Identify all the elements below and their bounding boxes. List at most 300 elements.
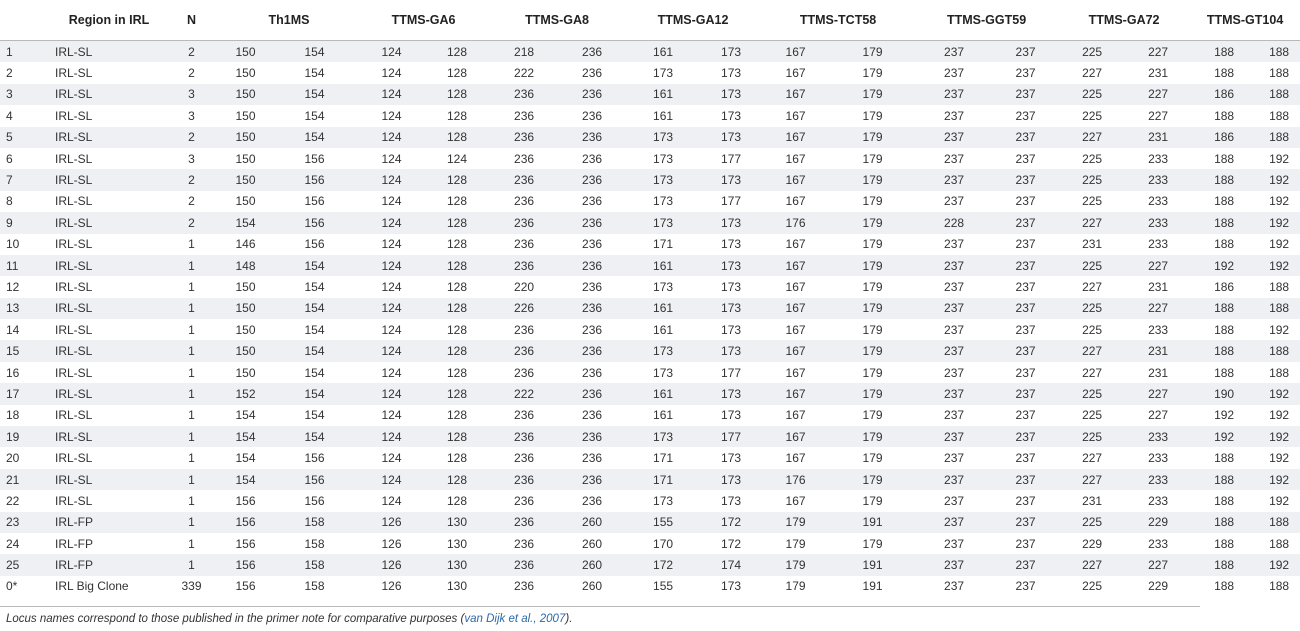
cell-allele: 236 bbox=[514, 173, 535, 188]
cell-allele: 173 bbox=[721, 87, 742, 102]
cell-allele: 237 bbox=[944, 558, 965, 573]
cell-n: 1 bbox=[188, 451, 195, 466]
cell-allele: 260 bbox=[582, 515, 603, 530]
cell-allele: 231 bbox=[1148, 344, 1169, 359]
cell-allele: 236 bbox=[582, 215, 603, 230]
cell-allele: 154 bbox=[304, 344, 325, 359]
cell-allele: 233 bbox=[1148, 493, 1169, 508]
cell-allele: 236 bbox=[582, 493, 603, 508]
cell-allele: 188 bbox=[1214, 66, 1235, 81]
table-body bbox=[0, 41, 1300, 621]
cell-allele: 156 bbox=[304, 194, 325, 209]
cell-allele: 231 bbox=[1148, 66, 1169, 81]
cell-allele: 150 bbox=[235, 151, 256, 166]
cell-allele: 188 bbox=[1214, 472, 1235, 487]
table-row bbox=[0, 490, 1300, 511]
table-row bbox=[0, 276, 1300, 297]
cell-allele: 237 bbox=[1015, 215, 1036, 230]
cell-allele: 225 bbox=[1082, 301, 1103, 316]
cell-allele: 236 bbox=[582, 108, 603, 123]
cell-n: 1 bbox=[188, 344, 195, 359]
cell-allele: 233 bbox=[1148, 322, 1169, 337]
cell-allele: 192 bbox=[1269, 386, 1290, 401]
cell-allele: 154 bbox=[235, 429, 256, 444]
cell-region: IRL-SL bbox=[55, 194, 93, 209]
cell-allele: 192 bbox=[1269, 215, 1290, 230]
cell-id: 3 bbox=[6, 87, 13, 102]
table-row bbox=[0, 127, 1300, 148]
cell-allele: 227 bbox=[1082, 130, 1103, 145]
cell-allele: 188 bbox=[1214, 536, 1235, 551]
cell-allele: 173 bbox=[721, 44, 742, 59]
cell-allele: 236 bbox=[514, 515, 535, 530]
cell-allele: 173 bbox=[721, 66, 742, 81]
cell-id: 22 bbox=[6, 493, 20, 508]
cell-allele: 186 bbox=[1214, 130, 1235, 145]
cell-allele: 161 bbox=[653, 44, 674, 59]
cell-region: IRL-SL bbox=[55, 386, 93, 401]
cell-allele: 188 bbox=[1214, 322, 1235, 337]
cell-allele: 154 bbox=[235, 408, 256, 423]
cell-allele: 233 bbox=[1148, 151, 1169, 166]
cell-allele: 227 bbox=[1148, 44, 1169, 59]
cell-allele: 188 bbox=[1269, 108, 1290, 123]
table-row bbox=[0, 405, 1300, 426]
cell-allele: 179 bbox=[862, 429, 883, 444]
cell-allele: 154 bbox=[304, 66, 325, 81]
cell-region: IRL-SL bbox=[55, 44, 93, 59]
cell-allele: 236 bbox=[514, 558, 535, 573]
cell-allele: 128 bbox=[447, 472, 468, 487]
table-row bbox=[0, 212, 1300, 233]
cell-allele: 236 bbox=[582, 344, 603, 359]
cell-allele: 237 bbox=[1015, 365, 1036, 380]
cell-id: 8 bbox=[6, 194, 13, 209]
cell-allele: 191 bbox=[862, 558, 883, 573]
header-locus: TTMS-GT104 bbox=[1190, 0, 1300, 41]
cell-allele: 227 bbox=[1082, 451, 1103, 466]
cell-allele: 154 bbox=[304, 365, 325, 380]
header-locus: TTMS-GA6 bbox=[358, 0, 489, 41]
cell-allele: 124 bbox=[381, 322, 402, 337]
cell-allele: 192 bbox=[1214, 408, 1235, 423]
cell-allele: 154 bbox=[304, 258, 325, 273]
cell-allele: 237 bbox=[944, 237, 965, 252]
cell-allele: 172 bbox=[721, 536, 742, 551]
cell-region: IRL-SL bbox=[55, 279, 93, 294]
cell-allele: 192 bbox=[1269, 408, 1290, 423]
cell-allele: 173 bbox=[653, 194, 674, 209]
cell-allele: 177 bbox=[721, 365, 742, 380]
cell-allele: 156 bbox=[304, 237, 325, 252]
cell-allele: 188 bbox=[1269, 66, 1290, 81]
cell-allele: 237 bbox=[944, 386, 965, 401]
cell-allele: 218 bbox=[514, 44, 535, 59]
cell-allele: 179 bbox=[862, 66, 883, 81]
cell-id: 7 bbox=[6, 173, 13, 188]
cell-allele: 231 bbox=[1148, 279, 1169, 294]
cell-allele: 124 bbox=[381, 173, 402, 188]
cell-allele: 173 bbox=[721, 344, 742, 359]
cell-allele: 233 bbox=[1148, 215, 1169, 230]
cell-allele: 236 bbox=[514, 493, 535, 508]
cell-allele: 188 bbox=[1214, 173, 1235, 188]
cell-allele: 173 bbox=[721, 451, 742, 466]
cell-allele: 154 bbox=[235, 451, 256, 466]
cell-region: IRL-SL bbox=[55, 322, 93, 337]
cell-allele: 173 bbox=[653, 365, 674, 380]
cell-id: 5 bbox=[6, 130, 13, 145]
cell-allele: 179 bbox=[862, 365, 883, 380]
cell-allele: 124 bbox=[381, 493, 402, 508]
cell-allele: 237 bbox=[944, 365, 965, 380]
cell-allele: 179 bbox=[862, 472, 883, 487]
table-row bbox=[0, 340, 1300, 361]
cell-allele: 128 bbox=[447, 365, 468, 380]
table-row bbox=[0, 319, 1300, 340]
cell-n: 1 bbox=[188, 322, 195, 337]
cell-allele: 237 bbox=[1015, 151, 1036, 166]
cell-allele: 124 bbox=[381, 429, 402, 444]
cell-allele: 179 bbox=[862, 173, 883, 188]
cell-allele: 161 bbox=[653, 87, 674, 102]
cell-allele: 225 bbox=[1082, 108, 1103, 123]
cell-allele: 154 bbox=[235, 215, 256, 230]
table-row bbox=[0, 533, 1300, 554]
cell-allele: 229 bbox=[1148, 515, 1169, 530]
cell-allele: 128 bbox=[447, 322, 468, 337]
cell-allele: 236 bbox=[582, 279, 603, 294]
cell-region: IRL-FP bbox=[55, 536, 94, 551]
cell-n: 2 bbox=[188, 44, 195, 59]
footnote-reference-link[interactable]: van Dijk et al., 2007 bbox=[464, 613, 566, 625]
cell-allele: 188 bbox=[1269, 344, 1290, 359]
cell-allele: 167 bbox=[785, 258, 806, 273]
cell-allele: 173 bbox=[653, 173, 674, 188]
cell-n: 2 bbox=[188, 215, 195, 230]
cell-n: 2 bbox=[188, 130, 195, 145]
cell-allele: 222 bbox=[514, 66, 535, 81]
cell-allele: 237 bbox=[944, 173, 965, 188]
cell-allele: 192 bbox=[1269, 472, 1290, 487]
cell-allele: 188 bbox=[1214, 344, 1235, 359]
cell-allele: 188 bbox=[1214, 194, 1235, 209]
cell-allele: 150 bbox=[235, 344, 256, 359]
cell-allele: 155 bbox=[653, 578, 674, 593]
cell-region: IRL-SL bbox=[55, 108, 93, 123]
cell-n: 1 bbox=[188, 472, 195, 487]
cell-allele: 192 bbox=[1214, 258, 1235, 273]
cell-allele: 188 bbox=[1214, 515, 1235, 530]
cell-allele: 188 bbox=[1214, 558, 1235, 573]
cell-allele: 167 bbox=[785, 173, 806, 188]
cell-allele: 171 bbox=[653, 472, 674, 487]
cell-allele: 179 bbox=[862, 130, 883, 145]
cell-allele: 156 bbox=[304, 151, 325, 166]
cell-allele: 124 bbox=[381, 344, 402, 359]
cell-allele: 124 bbox=[381, 301, 402, 316]
cell-allele: 237 bbox=[944, 130, 965, 145]
cell-allele: 167 bbox=[785, 408, 806, 423]
cell-allele: 236 bbox=[514, 194, 535, 209]
cell-region: IRL-SL bbox=[55, 408, 93, 423]
table-row bbox=[0, 169, 1300, 190]
cell-allele: 228 bbox=[944, 215, 965, 230]
cell-allele: 225 bbox=[1082, 386, 1103, 401]
cell-allele: 167 bbox=[785, 237, 806, 252]
cell-allele: 190 bbox=[1214, 386, 1235, 401]
cell-allele: 128 bbox=[447, 493, 468, 508]
cell-allele: 130 bbox=[447, 536, 468, 551]
cell-allele: 126 bbox=[381, 558, 402, 573]
cell-region: IRL-SL bbox=[55, 173, 93, 188]
cell-allele: 236 bbox=[514, 108, 535, 123]
cell-allele: 128 bbox=[447, 301, 468, 316]
cell-id: 10 bbox=[6, 237, 20, 252]
cell-allele: 128 bbox=[447, 279, 468, 294]
cell-allele: 179 bbox=[862, 386, 883, 401]
cell-allele: 154 bbox=[304, 108, 325, 123]
cell-allele: 173 bbox=[653, 151, 674, 166]
cell-allele: 188 bbox=[1214, 44, 1235, 59]
cell-allele: 225 bbox=[1082, 578, 1103, 593]
cell-allele: 236 bbox=[582, 87, 603, 102]
cell-allele: 128 bbox=[447, 344, 468, 359]
cell-id: 15 bbox=[6, 344, 20, 359]
table-row bbox=[0, 383, 1300, 404]
cell-allele: 237 bbox=[1015, 173, 1036, 188]
cell-region: IRL-FP bbox=[55, 515, 94, 530]
cell-allele: 186 bbox=[1214, 87, 1235, 102]
cell-allele: 192 bbox=[1269, 451, 1290, 466]
cell-allele: 237 bbox=[1015, 536, 1036, 551]
cell-allele: 237 bbox=[1015, 558, 1036, 573]
cell-allele: 237 bbox=[944, 322, 965, 337]
cell-allele: 179 bbox=[862, 87, 883, 102]
cell-allele: 158 bbox=[304, 515, 325, 530]
cell-allele: 236 bbox=[514, 408, 535, 423]
cell-n: 1 bbox=[188, 301, 195, 316]
cell-allele: 237 bbox=[1015, 44, 1036, 59]
cell-allele: 237 bbox=[1015, 258, 1036, 273]
cell-allele: 173 bbox=[721, 279, 742, 294]
header-id bbox=[0, 0, 55, 41]
cell-allele: 236 bbox=[514, 322, 535, 337]
cell-id: 11 bbox=[6, 258, 19, 273]
cell-allele: 179 bbox=[862, 258, 883, 273]
cell-allele: 229 bbox=[1082, 536, 1103, 551]
cell-allele: 155 bbox=[653, 515, 674, 530]
cell-allele: 173 bbox=[653, 130, 674, 145]
cell-allele: 124 bbox=[381, 108, 402, 123]
cell-allele: 188 bbox=[1269, 301, 1290, 316]
cell-allele: 236 bbox=[582, 451, 603, 466]
cell-allele: 128 bbox=[447, 429, 468, 444]
cell-region: IRL-FP bbox=[55, 558, 94, 573]
cell-allele: 124 bbox=[381, 215, 402, 230]
cell-allele: 167 bbox=[785, 429, 806, 444]
cell-allele: 225 bbox=[1082, 87, 1103, 102]
cell-allele: 167 bbox=[785, 365, 806, 380]
cell-allele: 188 bbox=[1214, 301, 1235, 316]
cell-region: IRL-SL bbox=[55, 130, 93, 145]
cell-allele: 186 bbox=[1214, 279, 1235, 294]
cell-allele: 173 bbox=[721, 301, 742, 316]
cell-allele: 188 bbox=[1269, 515, 1290, 530]
cell-n: 1 bbox=[188, 386, 195, 401]
cell-allele: 236 bbox=[514, 365, 535, 380]
cell-allele: 236 bbox=[514, 258, 535, 273]
cell-allele: 172 bbox=[721, 515, 742, 530]
cell-allele: 188 bbox=[1214, 493, 1235, 508]
cell-allele: 179 bbox=[862, 215, 883, 230]
cell-n: 3 bbox=[188, 108, 195, 123]
cell-region: IRL-SL bbox=[55, 344, 93, 359]
cell-allele: 154 bbox=[304, 130, 325, 145]
cell-allele: 156 bbox=[304, 493, 325, 508]
cell-allele: 236 bbox=[582, 130, 603, 145]
cell-allele: 236 bbox=[582, 365, 603, 380]
cell-allele: 173 bbox=[721, 215, 742, 230]
table-row bbox=[0, 148, 1300, 169]
cell-region: IRL-SL bbox=[55, 237, 93, 252]
cell-allele: 173 bbox=[721, 408, 742, 423]
cell-allele: 179 bbox=[862, 44, 883, 59]
cell-allele: 176 bbox=[785, 215, 806, 230]
cell-allele: 158 bbox=[304, 558, 325, 573]
cell-allele: 231 bbox=[1148, 130, 1169, 145]
cell-allele: 124 bbox=[381, 258, 402, 273]
cell-allele: 167 bbox=[785, 66, 806, 81]
cell-allele: 227 bbox=[1082, 558, 1103, 573]
cell-allele: 225 bbox=[1082, 408, 1103, 423]
cell-allele: 170 bbox=[653, 536, 674, 551]
cell-id: 9 bbox=[6, 215, 13, 230]
cell-allele: 260 bbox=[582, 578, 603, 593]
table-row bbox=[0, 362, 1300, 383]
cell-allele: 167 bbox=[785, 151, 806, 166]
cell-allele: 128 bbox=[447, 194, 468, 209]
cell-allele: 156 bbox=[235, 558, 256, 573]
cell-allele: 161 bbox=[653, 301, 674, 316]
cell-allele: 188 bbox=[1214, 365, 1235, 380]
cell-allele: 237 bbox=[1015, 578, 1036, 593]
cell-allele: 188 bbox=[1269, 279, 1290, 294]
cell-allele: 167 bbox=[785, 194, 806, 209]
cell-allele: 179 bbox=[785, 578, 806, 593]
cell-allele: 192 bbox=[1269, 258, 1290, 273]
cell-allele: 237 bbox=[944, 44, 965, 59]
cell-allele: 226 bbox=[514, 301, 535, 316]
cell-allele: 177 bbox=[721, 151, 742, 166]
table-row bbox=[0, 41, 1300, 63]
cell-allele: 236 bbox=[514, 429, 535, 444]
cell-allele: 237 bbox=[944, 108, 965, 123]
cell-allele: 167 bbox=[785, 279, 806, 294]
cell-allele: 130 bbox=[447, 515, 468, 530]
cell-allele: 173 bbox=[653, 66, 674, 81]
cell-n: 3 bbox=[188, 87, 195, 102]
cell-allele: 229 bbox=[1148, 578, 1169, 593]
table-footnote bbox=[0, 606, 1200, 630]
cell-allele: 192 bbox=[1269, 237, 1290, 252]
cell-allele: 225 bbox=[1082, 194, 1103, 209]
table-row bbox=[0, 469, 1300, 490]
header-locus: Th1MS bbox=[220, 0, 358, 41]
cell-n: 1 bbox=[188, 429, 195, 444]
cell-allele: 236 bbox=[514, 87, 535, 102]
cell-allele: 154 bbox=[304, 429, 325, 444]
cell-allele: 237 bbox=[944, 408, 965, 423]
cell-allele: 128 bbox=[447, 87, 468, 102]
cell-allele: 233 bbox=[1148, 237, 1169, 252]
cell-allele: 150 bbox=[235, 44, 256, 59]
table-row bbox=[0, 234, 1300, 255]
cell-n: 2 bbox=[188, 66, 195, 81]
cell-region: IRL-SL bbox=[55, 365, 93, 380]
cell-allele: 225 bbox=[1082, 151, 1103, 166]
cell-allele: 171 bbox=[653, 237, 674, 252]
cell-allele: 167 bbox=[785, 108, 806, 123]
cell-allele: 128 bbox=[447, 173, 468, 188]
cell-allele: 156 bbox=[235, 536, 256, 551]
cell-allele: 167 bbox=[785, 386, 806, 401]
cell-region: IRL-SL bbox=[55, 301, 93, 316]
cell-allele: 179 bbox=[862, 408, 883, 423]
cell-n: 2 bbox=[188, 194, 195, 209]
cell-allele: 128 bbox=[447, 44, 468, 59]
cell-allele: 176 bbox=[785, 472, 806, 487]
cell-allele: 156 bbox=[304, 215, 325, 230]
cell-allele: 173 bbox=[653, 493, 674, 508]
cell-allele: 237 bbox=[1015, 194, 1036, 209]
cell-allele: 192 bbox=[1269, 493, 1290, 508]
cell-allele: 124 bbox=[381, 451, 402, 466]
cell-allele: 236 bbox=[582, 66, 603, 81]
footnote-end: ). bbox=[565, 613, 573, 625]
cell-allele: 227 bbox=[1148, 301, 1169, 316]
cell-allele: 225 bbox=[1082, 258, 1103, 273]
cell-n: 1 bbox=[188, 536, 195, 551]
cell-allele: 225 bbox=[1082, 44, 1103, 59]
table-row bbox=[0, 255, 1300, 276]
cell-n: 339 bbox=[181, 578, 202, 593]
cell-n: 1 bbox=[188, 408, 195, 423]
header-locus: TTMS-GA8 bbox=[489, 0, 625, 41]
cell-n: 1 bbox=[188, 515, 195, 530]
cell-allele: 167 bbox=[785, 322, 806, 337]
cell-region: IRL-SL bbox=[55, 215, 93, 230]
cell-allele: 124 bbox=[381, 151, 402, 166]
cell-allele: 179 bbox=[862, 194, 883, 209]
cell-allele: 236 bbox=[514, 215, 535, 230]
cell-allele: 237 bbox=[944, 87, 965, 102]
cell-n: 1 bbox=[188, 365, 195, 380]
cell-id: 20 bbox=[6, 451, 20, 466]
cell-allele: 167 bbox=[785, 130, 806, 145]
header-locus: TTMS-GGT59 bbox=[915, 0, 1058, 41]
table-row bbox=[0, 191, 1300, 212]
cell-allele: 126 bbox=[381, 515, 402, 530]
cell-allele: 220 bbox=[514, 279, 535, 294]
cell-allele: 188 bbox=[1269, 130, 1290, 145]
cell-region: IRL Big Clone bbox=[55, 578, 129, 593]
cell-allele: 237 bbox=[944, 536, 965, 551]
cell-allele: 179 bbox=[785, 536, 806, 551]
cell-allele: 179 bbox=[862, 536, 883, 551]
table-row bbox=[0, 105, 1300, 126]
cell-allele: 236 bbox=[582, 237, 603, 252]
